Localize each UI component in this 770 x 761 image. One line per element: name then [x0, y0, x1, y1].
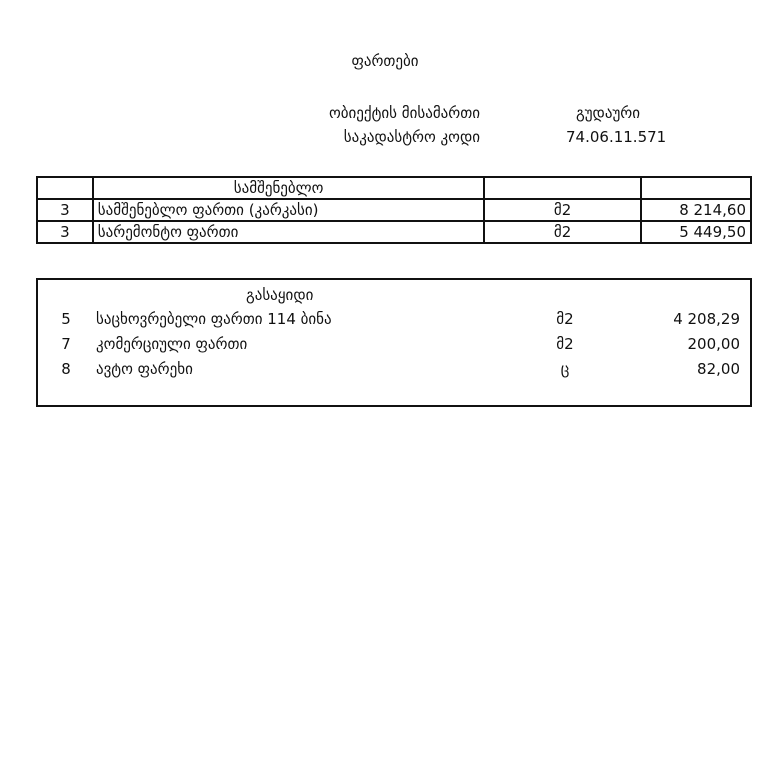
row-name: სარემონტო ფართი — [93, 221, 484, 243]
row-value: 4 208,29 — [673, 310, 740, 328]
table-row — [38, 360, 750, 384]
row-name: საცხოვრებელი ფართი 114 ბინა — [96, 310, 332, 328]
row-value: 5 449,50 — [641, 221, 751, 243]
row-value: 8 214,60 — [641, 199, 751, 221]
row-number: 8 — [61, 360, 71, 378]
table-row — [37, 199, 751, 221]
page-title: ფართები — [351, 52, 419, 70]
row-number: 7 — [61, 335, 71, 353]
table-row — [38, 335, 750, 359]
sale-table-header: გასაყიდი — [246, 286, 314, 304]
row-unit: მ2 — [484, 221, 641, 243]
row-name: კომერციული ფართი — [96, 335, 248, 353]
row-unit: ც — [560, 360, 570, 378]
cadastral-value: 74.06.11.571 — [566, 128, 667, 146]
address-value: გუდაური — [576, 104, 640, 122]
table-cell — [37, 177, 93, 199]
row-value: 82,00 — [697, 360, 740, 378]
row-number: 3 — [37, 199, 93, 221]
cadastral-label: საკადასტრო კოდი — [343, 128, 480, 146]
table-cell — [641, 177, 751, 199]
sale-table — [36, 278, 752, 407]
table-header-row — [37, 177, 751, 199]
row-name: სამშენებლო ფართი (კარკასი) — [93, 199, 484, 221]
row-name: ავტო ფარეხი — [96, 360, 193, 378]
row-number: 5 — [61, 310, 71, 328]
table-row — [38, 310, 750, 334]
row-number: 3 — [37, 221, 93, 243]
row-value: 200,00 — [687, 335, 740, 353]
row-unit: მ2 — [556, 310, 574, 328]
building-table — [36, 176, 752, 244]
address-label: ობიექტის მისამართი — [328, 104, 480, 122]
table-row — [37, 221, 751, 243]
table-header-label: სამშენებლო — [93, 177, 484, 199]
row-unit: მ2 — [556, 335, 574, 353]
table-cell — [484, 177, 641, 199]
row-unit: მ2 — [484, 199, 641, 221]
